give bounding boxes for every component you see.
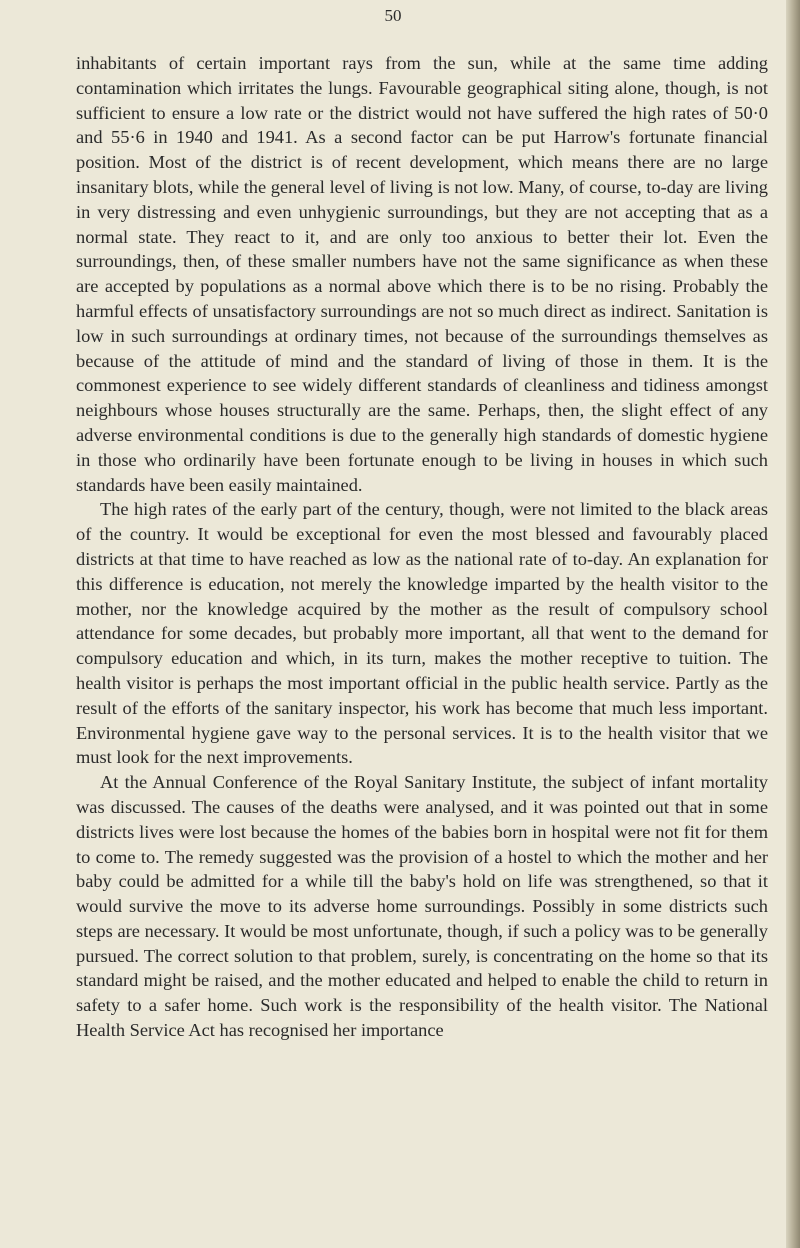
paragraph-2: The high rates of the early part of the century, though, were not limited to the black areas of the country. It would be exceptional for even the most blessed and favourably placed districts at that time to have reached as low as the national rate of to-day. An explanation for this difference is education, not merely the knowledge imparted by the health visitor to the mother, nor the knowledge acquired by the mother as the result of compulsory school attendance for some decades, but probably more important, all that went to the demand for compulsory education and which, in its turn, makes the mother receptive to tuition. The health visitor is perhaps the most important official in the public health service. Partly as the result of the efforts of the sanitary inspector, his work has become that much less important. Environmental hygiene gave way to the personal services. It is to the health visitor that we must look for the next improvements. xyxy=(76,499,768,768)
page-edge-shadow xyxy=(786,0,800,1248)
page-number: 50 xyxy=(384,6,402,25)
paragraph-1: inhabitants of certain important rays from the sun, while at the same time adding contamination which irritates the lungs. Favourable geographical siting alone, though, is not sufficient to ensure a low rate or the district would not have suffered the high rates of 50·0 and 55·6 in 1940 and 1941. As a second factor can be put Harrow's fortunate financial position. Most of the district is of recent development, which means there are no large insanitary blots, while the general level of living is not low. Many, of course, to-day are living in very distressing and even unhygienic surroundings, but they are not accepting that as a normal state. They react to it, and are only too anxious to better their lot. Even the surroundings, then, of these smaller numbers have not the same significance as when these are accepted by populations as a normal above which there is to be no rising. Probably the harmful effects of unsatisfactory surroundings are not so much direct as indirect. Sanitation is low in such surroundings at ordinary times, not because of the surroundings themselves as because of the attitude of mind and the standard of living of those in them. It is the commonest experience to see widely different standards of cleanliness and tidiness amongst neighbours whose houses structurally are the same. Perhaps, then, the slight effect of any adverse environmental conditions is due to the generally high standards of domestic hygiene in those who ordinarily have been fortunate enough to be living in houses in which such standards have been easily maintained. xyxy=(76,53,768,495)
paragraph-3: At the Annual Conference of the Royal Sanitary Institute, the subject of infant mortality was discussed. The causes of the deaths were analysed, and it was pointed out that in some districts lives were lost because the homes of the babies born in hospital were not fit for them to come to. The remedy suggested was the provision of a hostel to which the mother and her baby could be admitted for a while till the baby's hold on life was strengthened, so that it would survive the move to its adverse home surroundings. Possibly in some districts such steps are necessary. It would be most unfortunate, though, if such a policy was to be generally pursued. The correct solution to that problem, surely, is concentrating on the home so that its standard might be raised, and the mother educated and helped to enable the child to return in safety to a safer home. Such work is the responsibility of the health visitor. The National Health Service Act has recognised her importance xyxy=(76,772,768,1041)
body-text xyxy=(76,51,768,1043)
